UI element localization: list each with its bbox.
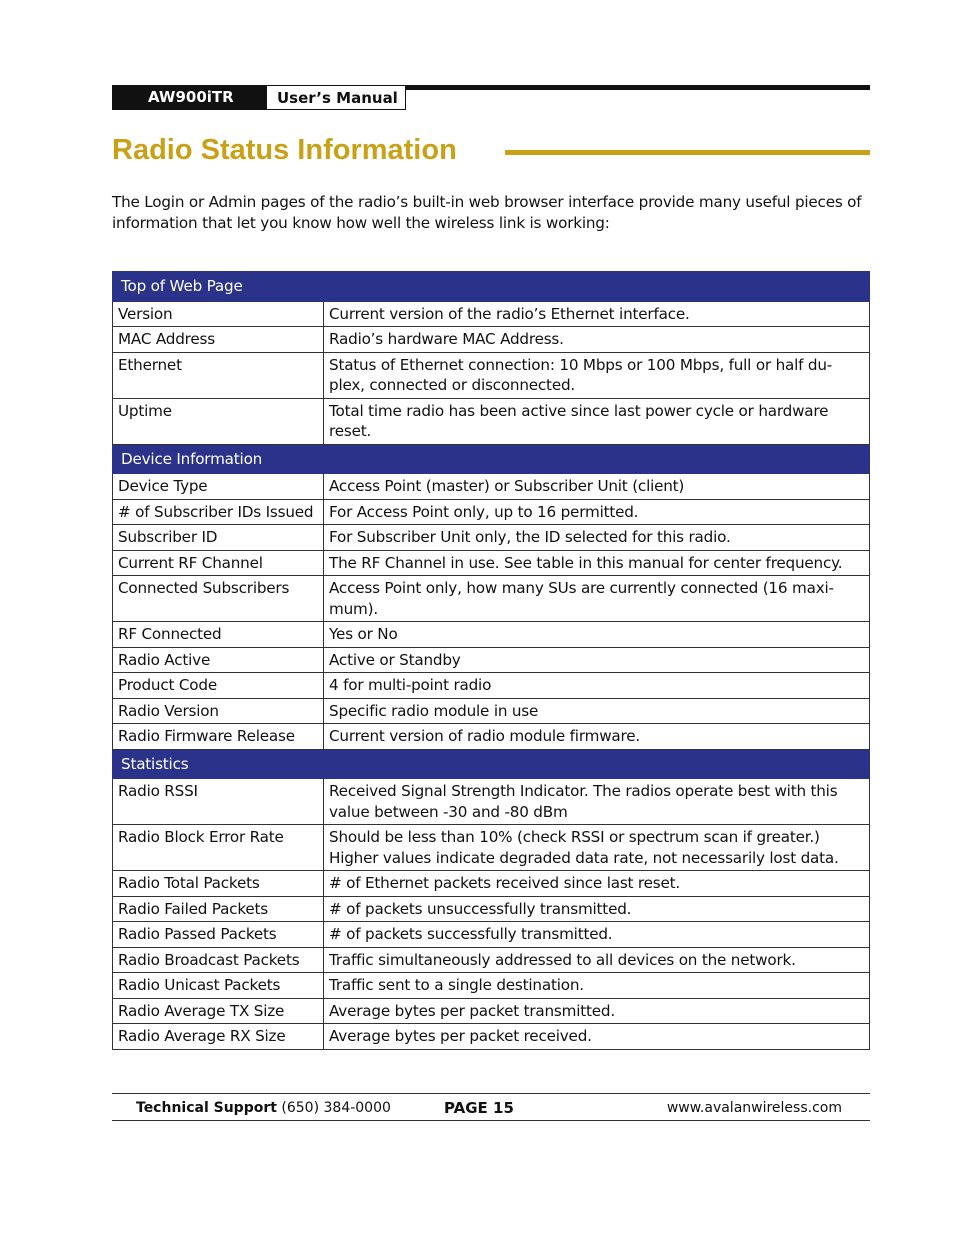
footer-rule-bottom [112,1120,870,1121]
table-row [113,398,870,444]
field-description-cell: For Access Point only, up to 16 permitted. [324,499,870,525]
intro-paragraph: The Login or Admin pages of the radio’s built-in web browser interface provide many useful pieces of information that let you know how well the wireless link is working: [112,193,862,232]
field-description-cell: The RF Channel in use. See table in this manual for center frequency. [324,550,870,576]
field-name-cell: Radio Version [113,698,324,724]
table-row [113,576,870,622]
field-description-cell: Traffic sent to a single destination. [324,973,870,999]
field-description-cell: Active or Standby [324,647,870,673]
table-row [113,947,870,973]
field-description-cell: Status of Ethernet connection: 10 Mbps or 100 Mbps, full or half du-plex, connected or disconnected. [324,352,870,398]
field-description-cell: Specific radio module in use [324,698,870,724]
field-description-cell: Average bytes per packet received. [324,1024,870,1050]
table-row [113,622,870,648]
field-name-cell: Radio Active [113,647,324,673]
field-name-cell: Radio Unicast Packets [113,973,324,999]
field-description-cell: Access Point only, how many SUs are currently connected (16 maxi-mum). [324,576,870,622]
table-row [113,499,870,525]
footer-support [136,1098,391,1118]
field-name-cell: # of Subscriber IDs Issued [113,499,324,525]
radio-status-table [112,271,870,1050]
section-heading: Device Information [113,444,870,474]
field-name-cell: Radio Average RX Size [113,1024,324,1050]
field-name-cell: Product Code [113,673,324,699]
table-row [113,525,870,551]
table-row [113,1024,870,1050]
header-model-tab: AW900iTR [112,85,266,110]
table-row [113,352,870,398]
field-name-cell: Radio Failed Packets [113,896,324,922]
footer-support-phone: (650) 384-0000 [276,1100,391,1116]
field-name-cell: Current RF Channel [113,550,324,576]
table-row [113,922,870,948]
field-name-cell: Radio Broadcast Packets [113,947,324,973]
field-description-cell: Traffic simultaneously addressed to all devices on the network. [324,947,870,973]
field-name-cell: Device Type [113,474,324,500]
field-description-cell: Yes or No [324,622,870,648]
table-section-header [113,444,870,474]
field-name-cell: Uptime [113,398,324,444]
field-description-cell: # of packets unsuccessfully transmitted. [324,896,870,922]
table-section-header [113,749,870,779]
field-description-cell: Access Point (master) or Subscriber Unit (client) [324,474,870,500]
table-row [113,973,870,999]
field-name-cell: Subscriber ID [113,525,324,551]
table-row [113,673,870,699]
table-row [113,301,870,327]
table-row [113,327,870,353]
field-name-cell: Ethernet [113,352,324,398]
field-description-cell: Should be less than 10% (check RSSI or spectrum scan if greater.) Higher values indicate degraded data rate, not necessarily lost data. [324,825,870,871]
table-row [113,647,870,673]
table-row [113,998,870,1024]
field-name-cell: Radio Firmware Release [113,724,324,750]
field-name-cell: Radio Average TX Size [113,998,324,1024]
field-description-cell: Total time radio has been active since last power cycle or hardware reset. [324,398,870,444]
table-row [113,871,870,897]
table-row [113,825,870,871]
footer-website: www.avalanwireless.com [666,1100,842,1116]
table-row [113,896,870,922]
footer-page-number: PAGE 15 [444,1099,514,1117]
field-name-cell: Connected Subscribers [113,576,324,622]
table-row [113,698,870,724]
footer-support-label: Technical Support [136,1100,277,1116]
field-description-cell: # of Ethernet packets received since last reset. [324,871,870,897]
footer-rule-top [112,1093,870,1094]
field-description-cell: 4 for multi-point radio [324,673,870,699]
field-name-cell: RF Connected [113,622,324,648]
field-description-cell: Radio’s hardware MAC Address. [324,327,870,353]
table-row [113,550,870,576]
field-description-cell: Current version of radio module firmware. [324,724,870,750]
section-heading: Top of Web Page [113,272,870,302]
field-name-cell: MAC Address [113,327,324,353]
header-manual-tab: User’s Manual [266,85,406,110]
field-description-cell: Average bytes per packet transmitted. [324,998,870,1024]
field-name-cell: Radio RSSI [113,779,324,825]
title-rule [505,150,870,155]
page-title: Radio Status Information [112,134,457,166]
field-name-cell: Version [113,301,324,327]
field-description-cell: For Subscriber Unit only, the ID selected for this radio. [324,525,870,551]
table-row [113,474,870,500]
table-row [113,724,870,750]
field-description-cell: Current version of the radio’s Ethernet interface. [324,301,870,327]
section-heading: Statistics [113,749,870,779]
field-description-cell: Received Signal Strength Indicator. The radios operate best with this value between -30 and -80 dBm [324,779,870,825]
field-name-cell: Radio Passed Packets [113,922,324,948]
field-name-cell: Radio Total Packets [113,871,324,897]
table-section-header [113,272,870,302]
field-description-cell: # of packets successfully transmitted. [324,922,870,948]
field-name-cell: Radio Block Error Rate [113,825,324,871]
table-row [113,779,870,825]
